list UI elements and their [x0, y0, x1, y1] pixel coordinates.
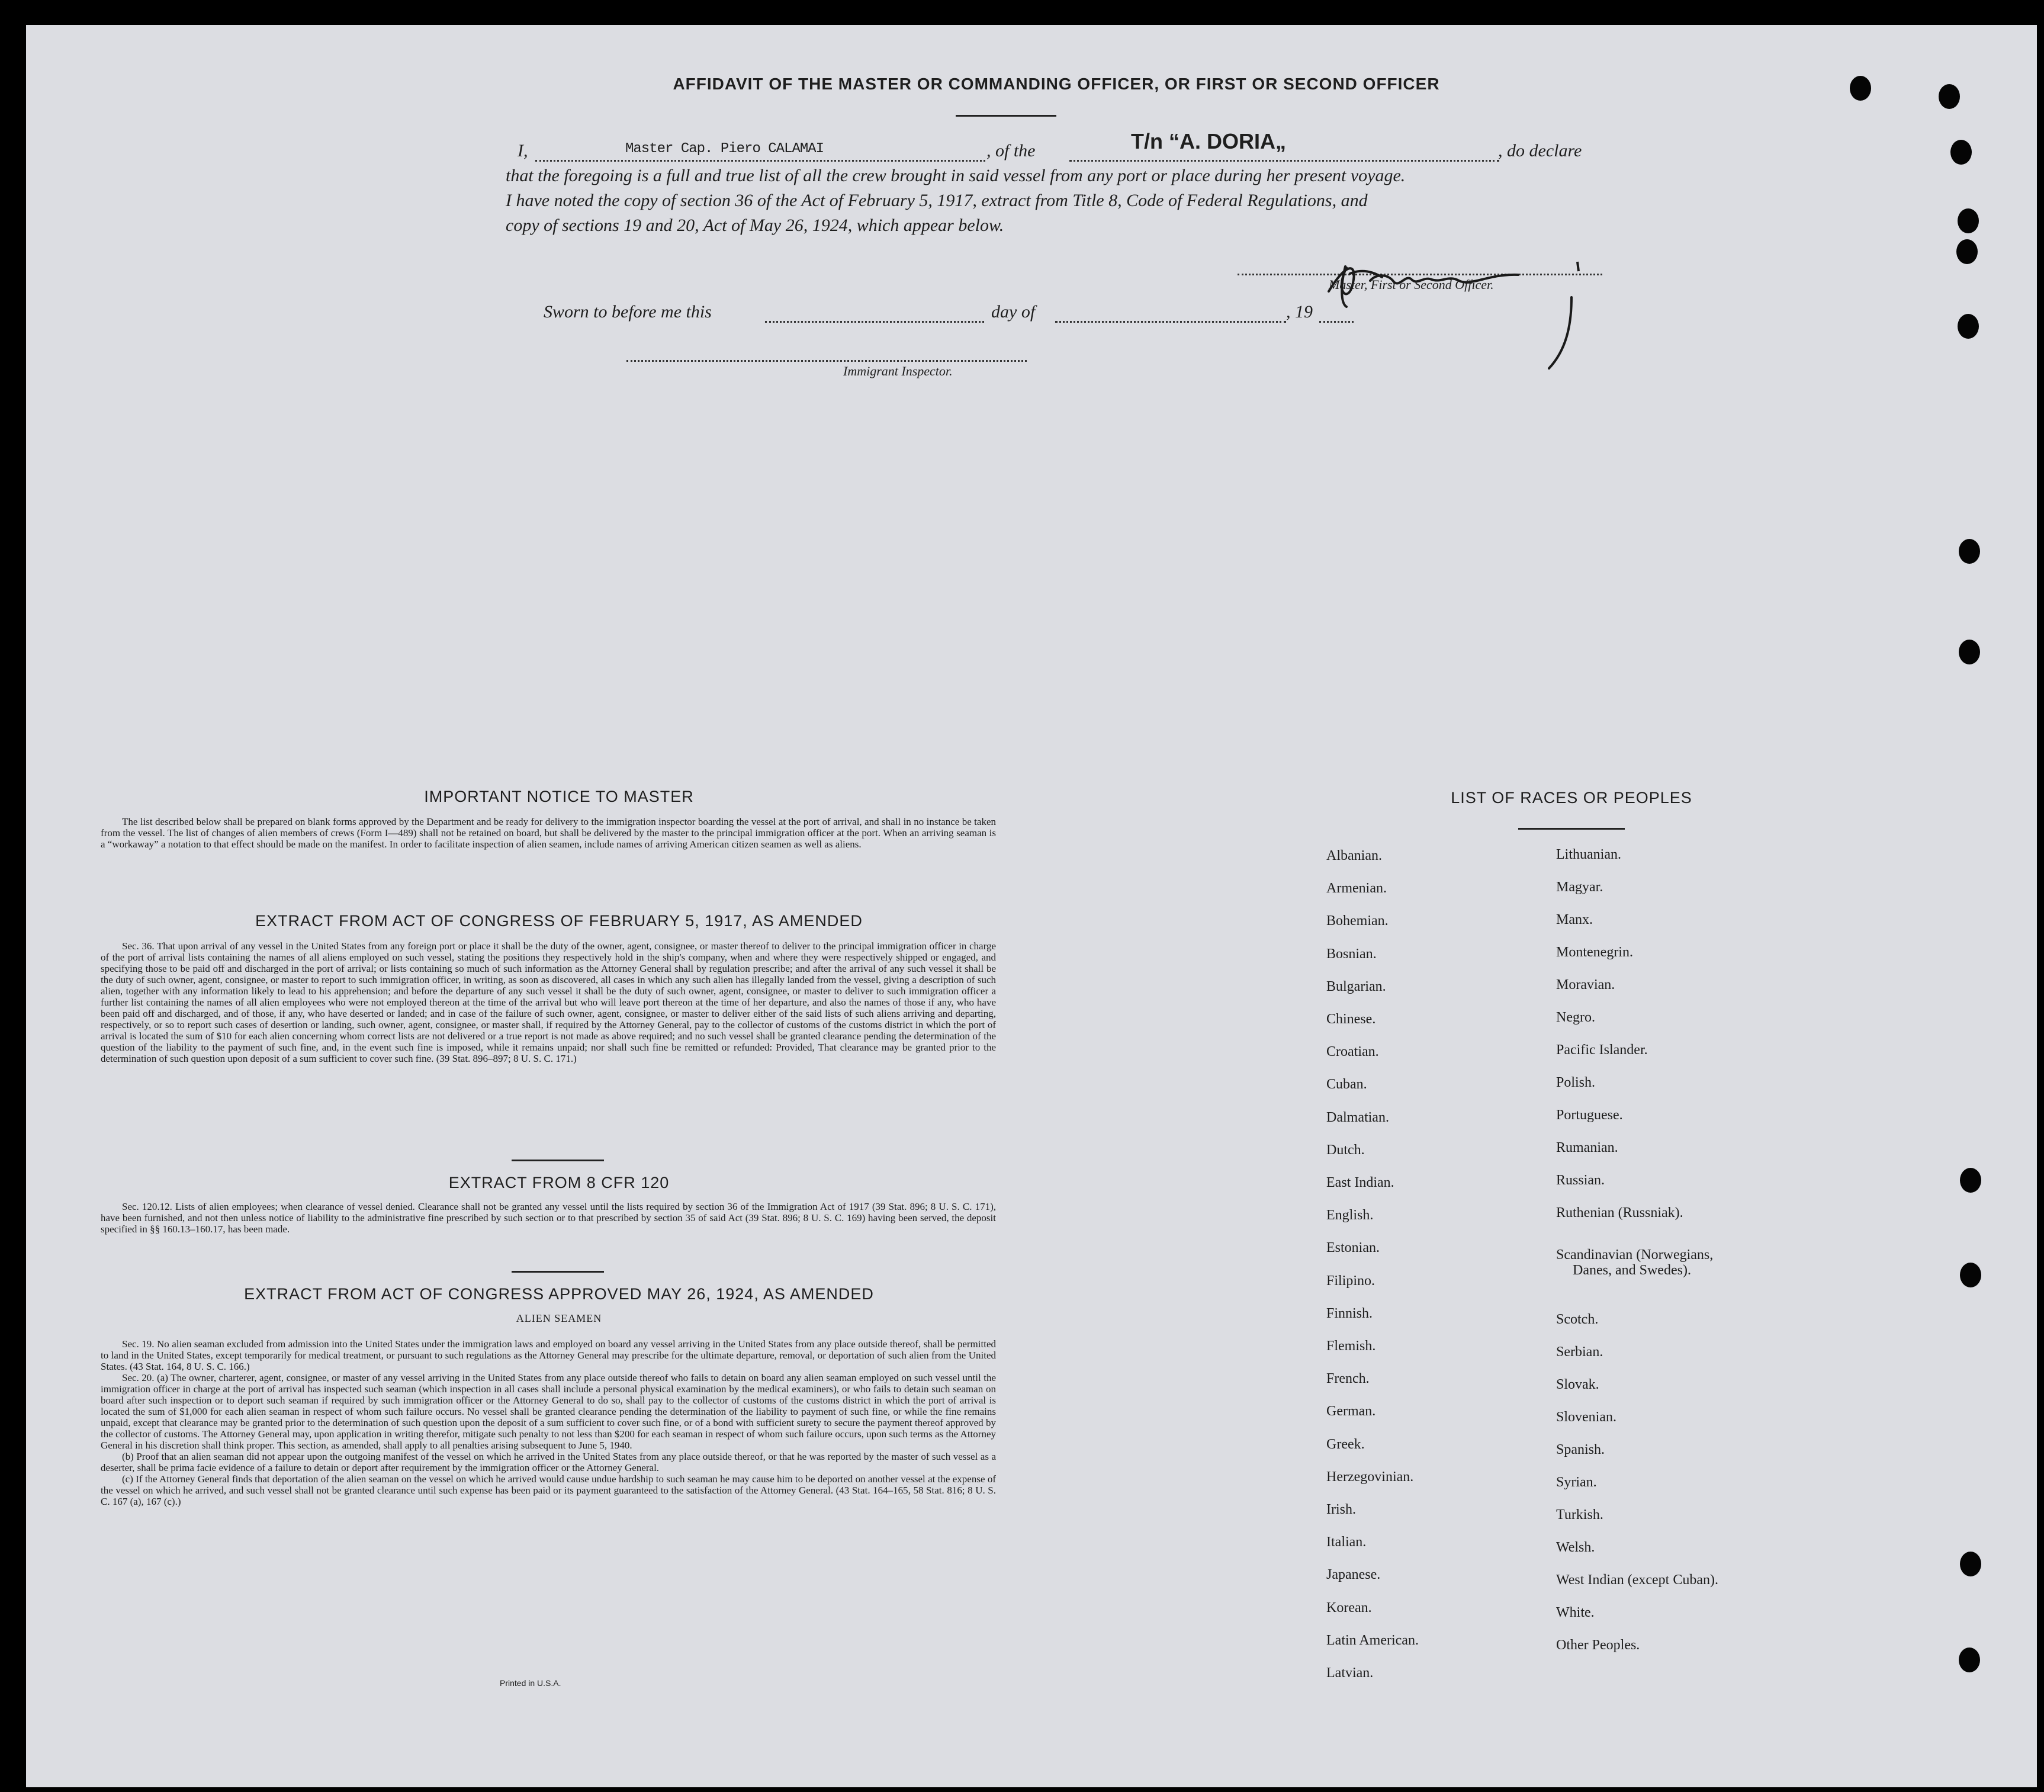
race-item: Scandinavian (Norwegians,	[1556, 1247, 1714, 1263]
inspector-signature-line	[626, 360, 1027, 362]
race-item: White.	[1556, 1605, 1595, 1620]
race-item: Greek.	[1326, 1436, 1365, 1452]
race-item: Latvian.	[1326, 1665, 1374, 1681]
race-item: Filipino.	[1326, 1273, 1375, 1289]
punch-hole	[1959, 1648, 1980, 1672]
race-item: Magyar.	[1556, 879, 1603, 895]
vessel-fill-line	[1069, 160, 1499, 162]
race-item: Finnish.	[1326, 1305, 1373, 1321]
race-item: Welsh.	[1556, 1540, 1595, 1555]
punch-hole	[1960, 1263, 1981, 1287]
race-item: Cuban.	[1326, 1077, 1367, 1093]
document-page	[26, 25, 2037, 1787]
race-item: Estonian.	[1326, 1240, 1380, 1256]
race-item: Slovenian.	[1556, 1409, 1616, 1425]
day-of-label: day of	[991, 302, 1036, 322]
year-label: , 19	[1286, 302, 1313, 322]
declaration-line: I have noted the copy of section 36 of the Act of February 5, 1917, extract from Title 8, Code of Federal Regulations, and	[506, 191, 1368, 210]
name-fill-line	[535, 160, 985, 162]
punch-hole	[1958, 314, 1979, 339]
race-item: Bohemian.	[1326, 913, 1389, 929]
sworn-date-line	[765, 321, 984, 323]
vessel-name-field[interactable]: T/n “A. DORIA„	[1131, 129, 1286, 153]
extract-1924-title: EXTRACT FROM ACT OF CONGRESS APPROVED MAY 26, 1924, AS AMENDED	[244, 1285, 874, 1303]
race-item: Latin American.	[1326, 1632, 1419, 1648]
race-item: West Indian (except Cuban).	[1556, 1572, 1718, 1588]
races-title: LIST OF RACES OR PEOPLES	[1451, 789, 1692, 807]
race-item: Negro.	[1556, 1010, 1595, 1025]
race-item: Ruthenian (Russniak).	[1556, 1205, 1683, 1221]
race-item: Pacific Islander.	[1556, 1042, 1648, 1058]
race-item: Lithuanian.	[1556, 847, 1621, 862]
race-item: Russian.	[1556, 1173, 1605, 1188]
section-19-paragraph: Sec. 19. No alien seaman excluded from admission into the United States under the immigration laws and employed on board any vessel arriving in the United States from any place outside thereof, shall be permitted to land in the United States, except temporarily for medical treatment, or pursuant to such regulations as the Attorney General may prescribe for the ultimate departure, removal, or deportation of such alien from the United States. (43 Stat. 164, 8 U. S. C. 166.)	[101, 1338, 996, 1372]
race-item: Turkish.	[1556, 1507, 1603, 1523]
divider	[512, 1160, 604, 1161]
race-item: Korean.	[1326, 1600, 1372, 1616]
divider	[956, 115, 1056, 117]
race-item: Rumanian.	[1556, 1140, 1618, 1155]
race-item: Moravian.	[1556, 977, 1615, 993]
punch-hole	[1960, 1168, 1981, 1193]
declaration-line: copy of sections 19 and 20, Act of May 26, 1924, which appear below.	[506, 216, 1004, 235]
race-item: Chinese.	[1326, 1011, 1376, 1027]
punch-hole	[1959, 640, 1980, 664]
printed-in-label: Printed in U.S.A.	[500, 1678, 561, 1688]
punch-hole	[1850, 76, 1871, 101]
do-declare-label: , do declare	[1498, 141, 1582, 160]
race-item: Portuguese.	[1556, 1107, 1623, 1123]
punch-hole	[1950, 140, 1972, 165]
race-item: German.	[1326, 1404, 1376, 1420]
race-item: Bulgarian.	[1326, 978, 1386, 994]
race-item: Irish.	[1326, 1502, 1356, 1517]
signature-caption: Master, First or Second Officer.	[1329, 277, 1494, 292]
race-item: Flemish.	[1326, 1338, 1376, 1354]
notice-title: IMPORTANT NOTICE TO MASTER	[424, 788, 694, 805]
of-the-label: , of the	[986, 141, 1036, 160]
race-item: Albanian.	[1326, 848, 1382, 863]
punch-hole	[1958, 208, 1979, 233]
master-name-field[interactable]: Master Cap. Piero CALAMAI	[625, 141, 824, 157]
divider	[512, 1271, 604, 1273]
race-item: Croatian.	[1326, 1044, 1379, 1060]
race-item: Danes, and Swedes).	[1573, 1263, 1691, 1278]
declaration-line: that the foregoing is a full and true list of all the crew brought in said vessel from any port or place during her present voyage.	[506, 166, 1406, 185]
sworn-month-line	[1055, 321, 1286, 323]
affidavit-title: AFFIDAVIT OF THE MASTER OR COMMANDING OFFICER, OR FIRST OR SECOND OFFICER	[673, 75, 1440, 93]
punch-hole	[1960, 1552, 1981, 1576]
race-item: East Indian.	[1326, 1175, 1394, 1190]
divider	[1518, 828, 1625, 830]
handwritten-signature	[1311, 250, 1589, 374]
declarant-label: I,	[518, 141, 528, 160]
extract-cfr-body: Sec. 120.12. Lists of alien employees; when clearance of vessel denied. Clearance shall not be granted any vessel until the lists required by section 36 of the Immigration Act of 1917 (39 Stat. 896; 8 U. S. C. 171), have been furnished, and not then unless notice of liability to the administrative fine prescribed by such section or to that prescribed by section 35 of said Act (39 Stat. 896; 8 U. S. C. 169) having been served, the deposit specified in §§ 160.13–160.17, has been made.	[101, 1201, 996, 1235]
race-item: Spanish.	[1556, 1442, 1605, 1457]
race-item: Dalmatian.	[1326, 1109, 1389, 1125]
extract-1917-body: Sec. 36. That upon arrival of any vessel in the United States from any foreign port or place it shall be the duty of the owner, agent, consignee, or master thereof to deliver to the principal immigration officer in charge of the port of arrival lists containing the names of all aliens employed on such vessel, stating the positions they respectively hold in the ship's company, when and where they were respectively shipped or engaged, and specifying those to be paid off and discharged in the port of arrival; or lists containing so much of such information as the Attorney General shall by regulation prescribe; and after the arrival of any such vessel it shall be the duty of such owner, agent, consignee, or master to report to such immigration officer, in writing, as soon as discovered, all cases in which any such alien has illegally landed from the vessel, giving a description of such alien, together with any information likely to lead to his apprehension; and before the departure of any such vessel it shall be the duty of such owner, agent, consignee, or master to deliver to such immigration officer a further list containing the names of all alien employees who were not employed thereon at the time of the arrival but who will leave port thereon at the time of her departure, and also the names of those if any, who have been paid off and discharged, and of those, if any, who have deserted or landed; and in case of the failure of such owner, agent, consignee, or master to deliver either of the said lists of such aliens arriving and departing, respectively, or so to report such cases of desertion or landing, such owner, agent, consignee, or master shall, if required by the Attorney General, pay to the collector of customs of the customs district in which the port of arrival is located the sum of $10 for each alien concerning whom correct lists are not delivered or a true report is not made as above required; and no such vessel shall be granted clearance pending the determination of the question of the liability to the payment of such fine, and, in the event such fine is imposed, while it remains unpaid; nor shall such fine be remitted or refunded: Provided, That clearance may be granted prior to the determination of such question upon deposit of a sum sufficient to cover such fine. (39 Stat. 896–897; 8 U. S. C. 171.)	[101, 940, 996, 1064]
punch-hole	[1939, 84, 1960, 109]
race-item: English.	[1326, 1207, 1374, 1223]
extract-1924-body	[101, 1338, 996, 1507]
section-20c-paragraph: (c) If the Attorney General finds that deportation of the alien seaman on the vessel on which he arrived would cause undue hardship to such seaman he may cause him to be deported on another vessel at the expense of the vessel on which he arrived, and such vessel shall not be granted clearance until such expense has been paid or its payment guaranteed to the satisfaction of the Attorney General. (43 Stat. 164–165, 58 Stat. 816; 8 U. S. C. 167 (a), 167 (c).)	[101, 1473, 996, 1507]
race-item: Bosnian.	[1326, 946, 1377, 962]
race-item: Montenegrin.	[1556, 945, 1633, 960]
race-item: Italian.	[1326, 1534, 1367, 1550]
race-item: Other Peoples.	[1556, 1637, 1640, 1653]
punch-hole	[1956, 239, 1978, 264]
extract-cfr-title: EXTRACT FROM 8 CFR 120	[448, 1174, 670, 1192]
sworn-year-line	[1319, 321, 1354, 323]
race-item: Serbian.	[1556, 1344, 1603, 1360]
section-20a-paragraph: Sec. 20. (a) The owner, charterer, agent, consignee, or master of any vessel arriving in the United States from any place outside thereof who fails to detain on board any alien seaman employed on such vessel until the immigration officer in charge at the port of arrival has inspected such seaman (which inspection in all cases shall include a personal physical examination by the medical examiners), or who fails to detain such seaman on board after such inspection or to deport such seaman if required by such immigration officer or the Attorney General to do so, shall pay to the collector of customs of the customs district in which the port of arrival is located the sum of $1,000 for each alien seaman in respect of whom such failure occurs. No vessel shall be granted clearance pending the determination of the liability to payment of such fine, or while the fine remains unpaid, except that clearance may be granted prior to the determination of such question upon the deposit of a sum sufficient to cover such fine, or of a bond with sufficient surety to secure the payment thereof approved by the collector of customs. The Attorney General may, upon application in writing therefor, mitigate such penalty to not less than $200 for each seaman in respect of whom such failure occurs, upon such terms as the Attorney General in his discretion shall think proper. This section, as amended, shall apply to all penalties arising subsequent to June 5, 1940.	[101, 1372, 996, 1451]
punch-hole	[1959, 539, 1980, 564]
extract-1924-subtitle: ALIEN SEAMEN	[516, 1312, 602, 1324]
race-item: French.	[1326, 1371, 1370, 1387]
race-item: Manx.	[1556, 912, 1593, 927]
extract-1917-title: EXTRACT FROM ACT OF CONGRESS OF FEBRUARY 5, 1917, AS AMENDED	[255, 912, 863, 930]
race-item: Slovak.	[1556, 1377, 1599, 1392]
race-item: Japanese.	[1326, 1567, 1381, 1583]
race-item: Herzegovinian.	[1326, 1469, 1414, 1485]
inspector-caption: Immigrant Inspector.	[843, 364, 953, 378]
race-item: Armenian.	[1326, 881, 1387, 897]
sworn-label: Sworn to before me this	[544, 302, 712, 322]
notice-body: The list described below shall be prepared on blank forms approved by the Department and be ready for delivery to the immigration inspector boarding the vessel at the port of arrival, and shall in no instance be taken from the vessel. The list of changes of alien members of crews (Form I—489) shall not be retained on board, but shall be delivered by the master to the principal immigration officer at the port. When an arriving seaman is a “workaway” a notation to that effect should be made on the manifest. In order to facilitate inspection of alien seamen, include names of arriving American citizen seamen as well as aliens.	[101, 816, 996, 850]
race-item: Dutch.	[1326, 1142, 1365, 1158]
race-item: Scotch.	[1556, 1312, 1599, 1327]
race-item: Syrian.	[1556, 1475, 1597, 1490]
race-item: Polish.	[1556, 1075, 1596, 1090]
section-20b-paragraph: (b) Proof that an alien seaman did not appear upon the outgoing manifest of the vessel on which he arrived in the United States from any place outside thereof, or that he was reported by the master of such vessel as a deserter, shall be prima facie evidence of a failure to detain or deport after requirement by the immigration officer or the Attorney General.	[101, 1451, 996, 1473]
